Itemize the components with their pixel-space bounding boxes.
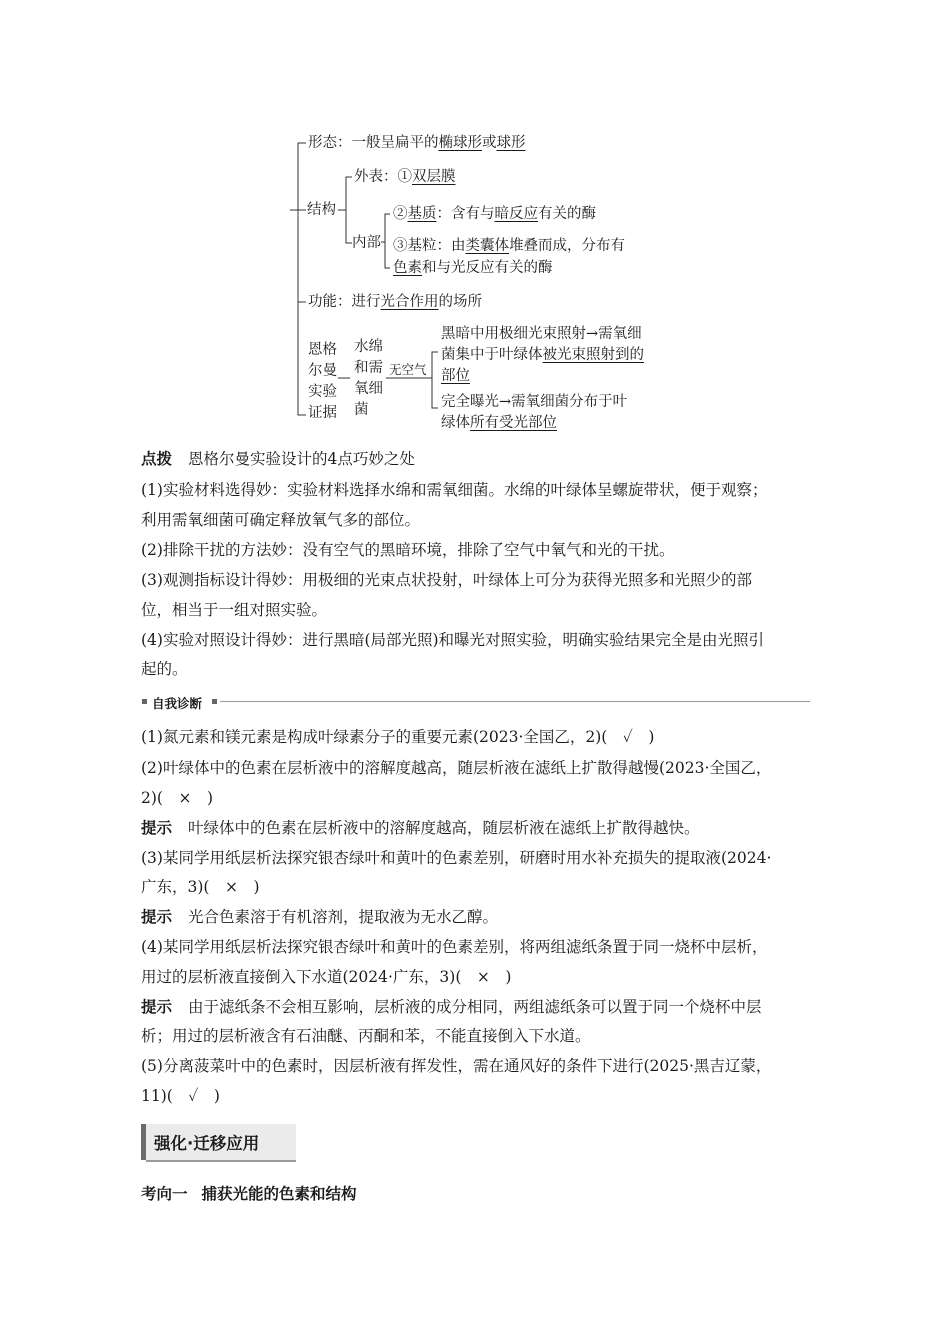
section-heading: 强化·迁移应用	[154, 1134, 260, 1153]
inner-label: 内部	[352, 235, 381, 251]
tip-line-7: 起的。	[141, 660, 188, 678]
material-label-2: 和需	[354, 360, 383, 376]
material-label-3: 氧细	[354, 381, 383, 397]
header-marker-right	[212, 699, 217, 704]
question-3-line-2: 广东，3)( × )	[141, 878, 260, 896]
section-heading-box	[141, 1124, 296, 1160]
tip-line-1: (1)实验材料选得妙：实验材料选择水绵和需氧细菌。水绵的叶绿体呈螺旋带状，便于观察；	[141, 481, 768, 499]
question-4-line-2: 用过的层析液直接倒入下水道(2024·广东，3)( × )	[141, 968, 512, 986]
tip-line-4: (3)观测指标设计得妙：用极细的光束点状投射，叶绿体上可分为获得光照多和光照少的部	[141, 571, 752, 589]
question-5-line-2: 11)( ✓ )	[141, 1087, 220, 1105]
result-line-2: 菌集中于叶绿体被光束照射到的	[441, 347, 644, 363]
grana-line-1: ③基粒：由类囊体堆叠而成，分布有	[393, 238, 625, 254]
section-heading-underline	[146, 1160, 296, 1162]
result-line-3: 部位	[441, 368, 470, 384]
morphology-line: 形态：一般呈扁平的椭球形或球形	[308, 135, 526, 151]
engelmann-label-1: 恩格	[308, 342, 337, 358]
material-label-1: 水绵	[354, 339, 383, 355]
result-line-4: 完全曝光→需氧细菌分布于叶	[441, 394, 628, 410]
engelmann-label-2: 尔曼	[308, 363, 337, 379]
tip-line-2: 利用需氧细菌可确定释放氧气多的部位。	[141, 511, 421, 529]
subsection-heading: 考向一 捕获光能的色素和结构	[141, 1185, 357, 1203]
tip-title: 点拨 恩格尔曼实验设计的4点巧妙之处	[141, 450, 415, 468]
hint-3: 提示 光合色素溶于有机溶剂，提取液为无水乙醇。	[141, 908, 499, 926]
engelmann-label-3: 实验	[308, 384, 337, 400]
question-3-line-1: (3)某同学用纸层析法探究银杏绿叶和黄叶的色素差别，研磨时用水补充损失的提取液(2024·	[141, 849, 772, 867]
question-1: (1)氮元素和镁元素是构成叶绿素分子的重要元素(2023·全国乙，2)( ✓ )	[141, 728, 655, 746]
engelmann-label-4: 证据	[308, 405, 337, 421]
function-line: 功能：进行光合作用的场所	[308, 294, 482, 310]
tip-line-6: (4)实验对照设计得妙：进行黑暗(局部光照)和曝光对照实验，明确实验结果完全是由光照引	[141, 631, 765, 649]
result-line-1: 黑暗中用极细光束照射→需氧细	[441, 326, 642, 342]
tip-line-3: (2)排除干扰的方法妙：没有空气的黑暗环境，排除了空气中氧气和光的干扰。	[141, 541, 675, 559]
grana-line-2: 色素和与光反应有关的酶	[393, 260, 553, 276]
header-marker-left	[142, 699, 147, 704]
self-diagnosis-header: 自我诊断	[152, 696, 203, 711]
structure-label: 结构	[307, 202, 336, 218]
question-5-line-1: (5)分离菠菜叶中的色素时，因层析液有挥发性，需在通风好的条件下进行(2025·黑吉辽蒙，	[141, 1057, 772, 1075]
hint-2: 提示 叶绿体中的色素在层析液中的溶解度越高，随层析液在滤纸上扩散得越快。	[141, 819, 700, 837]
result-line-5: 绿体所有受光部位	[441, 415, 557, 431]
stroma-line: ②基质：含有与暗反应有关的酶	[393, 206, 596, 222]
hint-4-line-2: 析；用过的层析液含有石油醚、丙酮和苯，不能直接倒入下水道。	[141, 1027, 591, 1045]
question-2-line-1: (2)叶绿体中的色素在层析液中的溶解度越高，随层析液在滤纸上扩散得越慢(2023·全国乙，	[141, 759, 772, 777]
tip-line-5: 位，相当于一组对照实验。	[141, 601, 328, 619]
outer-membrane-line: 外表：①双层膜	[354, 169, 456, 185]
hint-4-line-1: 提示 由于滤纸条不会相互影响，层析液的成分相同，两组滤纸条可以置于同一个烧杯中层	[141, 998, 762, 1016]
no-air-label: 无空气	[389, 362, 427, 377]
material-label-4: 菌	[354, 402, 369, 418]
header-rule	[220, 701, 810, 702]
question-2-line-2: 2)( × )	[141, 789, 213, 807]
question-4-line-1: (4)某同学用纸层析法探究银杏绿叶和黄叶的色素差别，将两组滤纸条置于同一烧杯中层析，	[141, 938, 768, 956]
